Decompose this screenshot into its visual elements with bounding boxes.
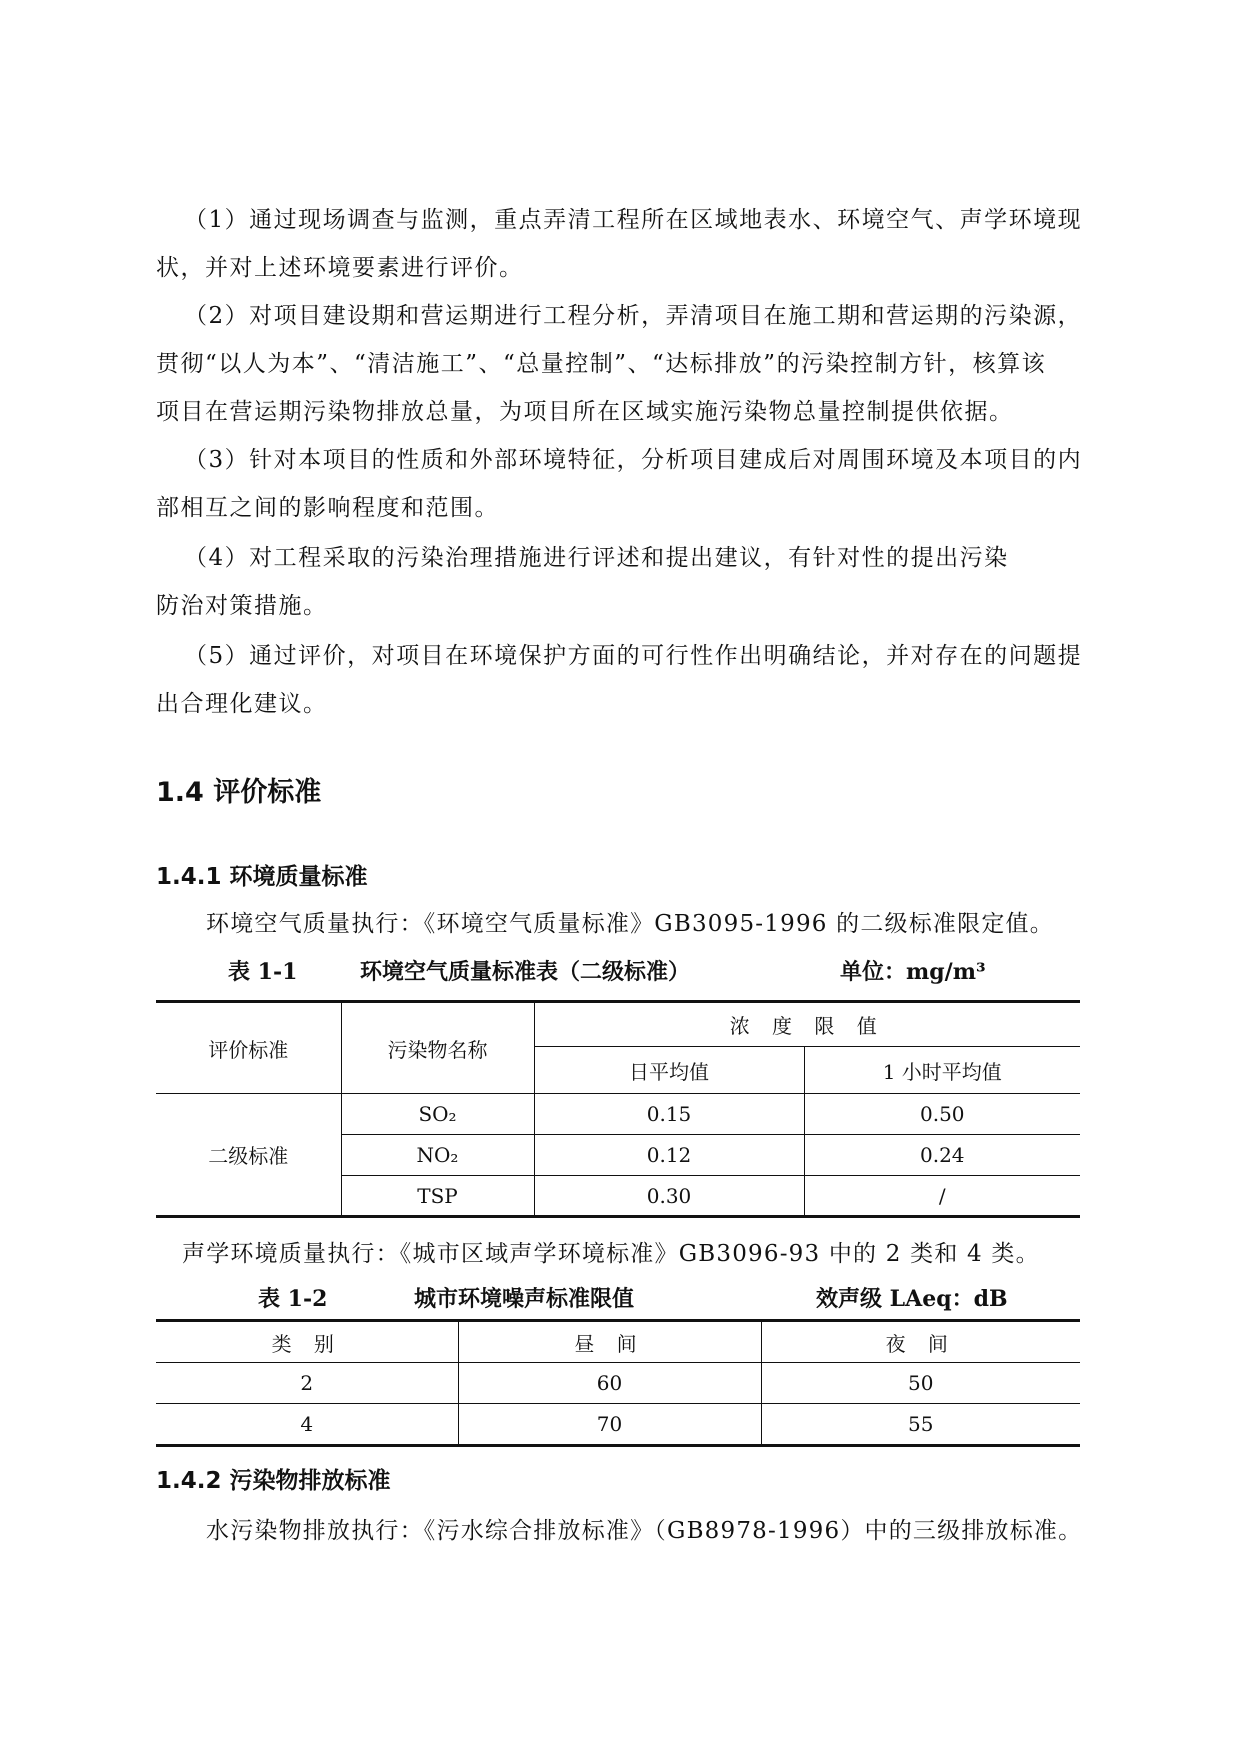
- paragraph-line: 状，并对上述环境要素进行评价。: [156, 255, 524, 281]
- pollutant-cell: TSP: [341, 1176, 534, 1217]
- table1-caption-title: 环境空气质量标准表（二级标准）: [360, 959, 691, 985]
- table2-caption-number: 表 1-2: [258, 1286, 328, 1312]
- grade-cell: 二级标准: [156, 1094, 341, 1217]
- water-discharge-text: 水污染物排放执行：《污水综合排放标准》（GB8978-1996）中的三级排放标准。: [206, 1518, 1083, 1544]
- daily-cell: 0.30: [534, 1176, 804, 1217]
- section-heading: 1.4 评价标准: [156, 777, 322, 808]
- paragraph-line: 出合理化建议。: [156, 691, 328, 717]
- air-quality-standard-table: [156, 1000, 1080, 1218]
- table1-caption-number: 表 1-1: [228, 959, 298, 985]
- table2-caption-unit: 效声级 LAeq：dB: [816, 1286, 1008, 1312]
- table2-caption-title: 城市环境噪声标准限值: [414, 1286, 635, 1312]
- paragraph-line: 贯彻“以人为本”、“清洁施工”、“总量控制”、“达标排放”的污染控制方针，核算该: [156, 351, 1047, 377]
- table-row: [156, 1404, 1080, 1446]
- pollutant-cell: NO₂: [341, 1135, 534, 1176]
- day-cell: 70: [458, 1404, 761, 1446]
- noise-quality-text: 声学环境质量执行：《城市区域声学环境标准》GB3096-93 中的 2 类和 4 类。: [182, 1241, 1040, 1267]
- paragraph-line: （3）针对本项目的性质和外部环境特征，分析项目建成后对周围环境及本项目的内: [184, 447, 1083, 473]
- paragraph-line: 部相互之间的影响程度和范围。: [156, 495, 499, 521]
- paragraph-line: （4）对工程采取的污染治理措施进行评述和提出建议，有针对性的提出污染: [184, 545, 1009, 571]
- header-standard: 评价标准: [156, 1002, 341, 1094]
- table-header-row: [156, 1321, 1080, 1363]
- objective-paragraph-5: [156, 632, 1096, 728]
- objective-paragraph-4: [156, 534, 1096, 630]
- paragraph-line: （1）通过现场调查与监测，重点弄清工程所在区域地表水、环境空气、声学环境现: [184, 207, 1083, 233]
- paragraph-line: 项目在营运期污染物排放总量，为项目所在区域实施污染物总量控制提供依据。: [156, 399, 1014, 425]
- header-day: 昼 间: [458, 1321, 761, 1363]
- paragraph-line: （2）对项目建设期和营运期进行工程分析，弄清项目在施工期和营运期的污染源，: [184, 303, 1083, 329]
- header-hourly: 1 小时平均值: [804, 1047, 1080, 1094]
- objective-paragraph-2: [156, 292, 1096, 436]
- objective-paragraph-1: [156, 196, 1096, 292]
- paragraph-line: 防治对策措施。: [156, 593, 328, 619]
- header-night: 夜 间: [761, 1321, 1080, 1363]
- night-cell: 55: [761, 1404, 1080, 1446]
- daily-cell: 0.12: [534, 1135, 804, 1176]
- hourly-cell: 0.24: [804, 1135, 1080, 1176]
- objective-paragraph-3: [156, 436, 1096, 532]
- paragraph-line: （5）通过评价，对项目在环境保护方面的可行性作出明确结论，并对存在的问题提: [184, 643, 1083, 669]
- subsection-heading-discharge: 1.4.2 污染物排放标准: [156, 1468, 391, 1494]
- subsection-heading-quality: 1.4.1 环境质量标准: [156, 864, 368, 890]
- air-quality-text: 环境空气质量执行：《环境空气质量标准》GB3095-1996 的二级标准限定值。: [206, 911, 1054, 937]
- table-row: [156, 1094, 1080, 1135]
- pollutant-cell: SO₂: [341, 1094, 534, 1135]
- daily-cell: 0.15: [534, 1094, 804, 1135]
- class-cell: 4: [156, 1404, 458, 1446]
- table-row: [156, 1363, 1080, 1404]
- night-cell: 50: [761, 1363, 1080, 1404]
- header-limit: 浓 度 限 值: [534, 1002, 1080, 1047]
- table1-caption-unit: 单位：mg/m³: [840, 959, 986, 985]
- noise-standard-table: [156, 1319, 1080, 1447]
- header-class: 类 别: [156, 1321, 458, 1363]
- class-cell: 2: [156, 1363, 458, 1404]
- header-pollutant: 污染物名称: [341, 1002, 534, 1094]
- hourly-cell: 0.50: [804, 1094, 1080, 1135]
- table-header-row: [156, 1002, 1080, 1047]
- header-daily: 日平均值: [534, 1047, 804, 1094]
- day-cell: 60: [458, 1363, 761, 1404]
- hourly-cell: /: [804, 1176, 1080, 1217]
